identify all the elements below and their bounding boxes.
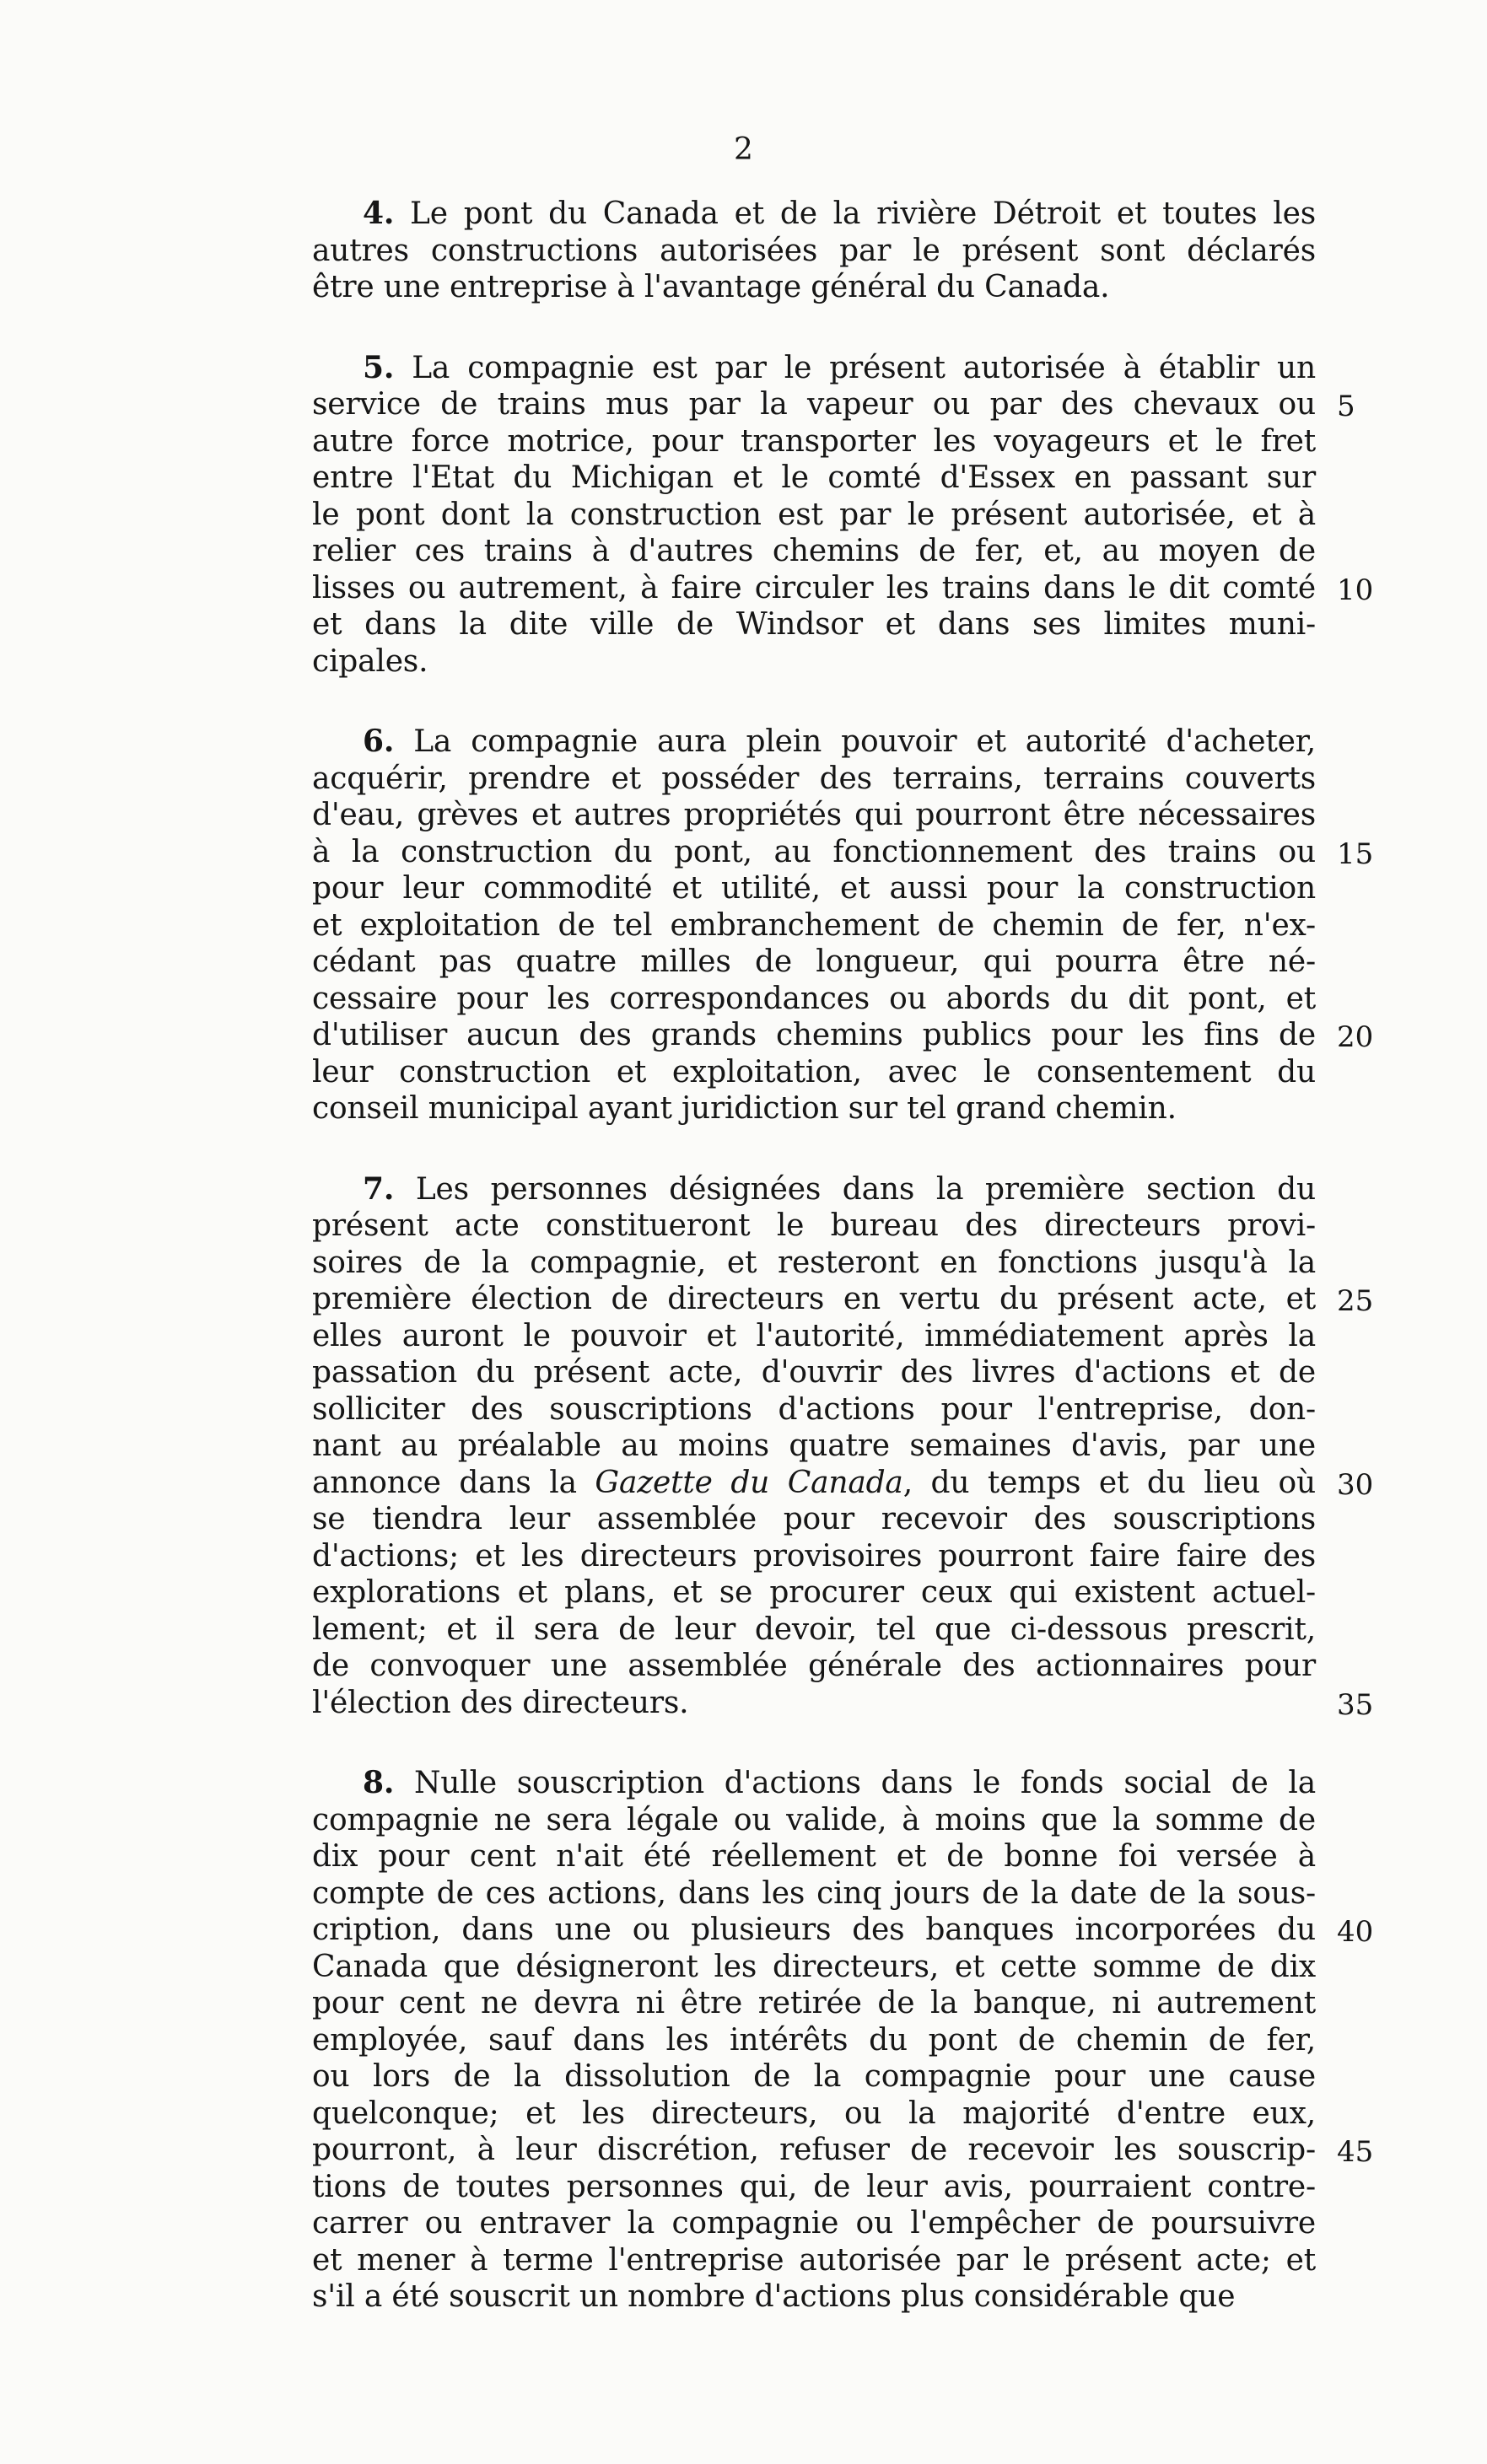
- text-line: [312, 1090, 1316, 1127]
- section-number: 8.: [363, 1765, 395, 1800]
- line-text: l'élection des directeurs.: [312, 1685, 689, 1720]
- line-text: compagnie ne sera légale ou valide, à moins que la somme de: [312, 1802, 1316, 1837]
- text-line: [312, 870, 1316, 907]
- text-line: [312, 1208, 1316, 1245]
- text-line: [312, 570, 1316, 607]
- line-text: le pont dont la construction est par le présent autorisée, et à: [312, 497, 1316, 532]
- line-text: d'actions; et les directeurs provisoires pourront faire faire des: [312, 1538, 1316, 1574]
- line-text: cription, dans une ou plusieurs des banques incorporées du: [312, 1913, 1316, 1947]
- line-text: tions de toutes personnes qui, de leur avis, pourraient contre-: [312, 2169, 1316, 2204]
- line-text: cipales.: [312, 643, 428, 679]
- text-line: [312, 1281, 1316, 1318]
- text-line: [312, 1354, 1316, 1391]
- line-text: lement; et il sera de leur devoir, tel que ci-dessous prescrit,: [312, 1611, 1316, 1647]
- text-line: [312, 907, 1316, 944]
- line-text: annonce dans la Gazette du Canada, du temps et du lieu où: [312, 1465, 1316, 1500]
- margin-line-number: 45: [1337, 2135, 1374, 2169]
- line-text: première élection de directeurs en vertu du présent acte, et: [312, 1282, 1316, 1316]
- text-line: [312, 1054, 1316, 1091]
- margin-line-number: 20: [1337, 1020, 1374, 1054]
- line-text: carrer ou entraver la compagnie ou l'empêcher de poursuivre: [312, 2206, 1316, 2241]
- line-text: autre force motrice, pour transporter les voyageurs et le fret: [312, 423, 1316, 459]
- line-text: se tiendra leur assemblée pour recevoir des souscriptions: [312, 1502, 1316, 1536]
- text-line: [312, 497, 1316, 534]
- text-line: [312, 1574, 1316, 1611]
- text-line: [312, 1802, 1316, 1839]
- text-line: [312, 724, 1316, 761]
- text-line: [312, 797, 1316, 834]
- text-line: [312, 2205, 1316, 2242]
- line-text: Le pont du Canada et de la rivière Détroit et toutes les: [410, 196, 1316, 231]
- line-text: passation du présent acte, d'ouvrir des livres d'actions et de: [312, 1355, 1316, 1390]
- text-line: [312, 1017, 1316, 1054]
- line-text: nant au préalable au moins quatre semaines d'avis, par une: [312, 1428, 1316, 1463]
- section-8: [312, 1765, 1316, 2316]
- line-text: entre l'Etat du Michigan et le comté d'Essex en passant sur: [312, 460, 1316, 495]
- line-text: lisses ou autrement, à faire circuler les trains dans le dit comté: [312, 570, 1316, 605]
- text-line: [312, 1985, 1316, 2022]
- section-gap: [312, 1721, 1316, 1765]
- line-text: et exploitation de tel embranchement de chemin de fer, n'ex-: [312, 907, 1316, 943]
- text-line: [312, 196, 1316, 233]
- line-text: relier ces trains à d'autres chemins de fer, et, au moyen de: [312, 534, 1316, 568]
- text-line: [312, 423, 1316, 460]
- section-6: [312, 724, 1316, 1127]
- line-text: Canada que désigneront les directeurs, et cette somme de dix: [312, 1949, 1316, 1984]
- margin-line-number: 25: [1337, 1284, 1374, 1318]
- line-text: dix pour cent n'ait été réellement et de bonne foi versée à: [312, 1839, 1316, 1874]
- margin-line-number: 30: [1337, 1468, 1374, 1502]
- text-line: [312, 1538, 1316, 1575]
- text-line: [312, 1949, 1316, 1986]
- text-line: [312, 1685, 1316, 1722]
- page-number: 2: [734, 132, 753, 167]
- text-line: [312, 1501, 1316, 1538]
- line-text: de convoquer une assemblée générale des actionnaires pour: [312, 1649, 1316, 1683]
- line-text: compte de ces actions, dans les cinq jours de la date de la sous-: [312, 1875, 1316, 1911]
- line-text: quelconque; et les directeurs, ou la majorité d'entre eux,: [312, 2095, 1316, 2131]
- text-line: [312, 386, 1316, 423]
- text-line: [312, 606, 1316, 643]
- text-line: [312, 761, 1316, 798]
- margin-line-number: 35: [1337, 1688, 1374, 1722]
- section-gap: [312, 1127, 1316, 1171]
- margin-line-number: 10: [1337, 573, 1374, 607]
- italic-title: Gazette du Canada: [595, 1465, 903, 1500]
- text-line: [312, 944, 1316, 981]
- line-text: solliciter des souscriptions d'actions pour l'entreprise, don-: [312, 1391, 1316, 1427]
- line-text: conseil municipal ayant juridiction sur tel grand chemin.: [312, 1091, 1177, 1126]
- text-line: [312, 1838, 1316, 1875]
- line-text: être une entreprise à l'avantage général du Canada.: [312, 270, 1110, 304]
- line-text: La compagnie est par le présent autorisée à établir un: [412, 350, 1316, 385]
- text-line: [312, 1428, 1316, 1465]
- line-text: La compagnie aura plein pouvoir et autorité d'acheter,: [413, 724, 1316, 759]
- section-number: 6.: [363, 724, 395, 759]
- line-text: et dans la dite ville de Windsor et dans ses limites muni-: [312, 607, 1316, 642]
- line-text: Nulle souscription d'actions dans le fonds social de la: [413, 1766, 1317, 1800]
- text-line: [312, 643, 1316, 681]
- text-line: [312, 460, 1316, 497]
- line-text: à la construction du pont, au fonctionnement des trains ou: [312, 834, 1316, 869]
- line-text: cédant pas quatre milles de longueur, qui pourra être né-: [312, 944, 1316, 979]
- section-gap: [312, 680, 1316, 724]
- line-text: employée, sauf dans les intérêts du pont de chemin de fer,: [312, 2022, 1316, 2058]
- line-text: pour cent ne devra ni être retirée de la banque, ni autrement: [312, 1986, 1316, 2020]
- section-7: [312, 1171, 1316, 1722]
- line-text: leur construction et exploitation, avec le consentement du: [312, 1054, 1316, 1089]
- margin-line-number: 15: [1337, 837, 1374, 871]
- text-line: [312, 2095, 1316, 2133]
- line-text: acquérir, prendre et posséder des terrains, terrains couverts: [312, 761, 1316, 796]
- text-line: [312, 834, 1316, 871]
- section-5: [312, 350, 1316, 681]
- margin-line-number: 5: [1337, 390, 1355, 423]
- text-line: [312, 981, 1316, 1018]
- text-line: [312, 2132, 1316, 2169]
- line-text: pour leur commodité et utilité, et aussi pour la construction: [312, 871, 1316, 906]
- line-text: pourront, à leur discrétion, refuser de recevoir les souscrip-: [312, 2133, 1316, 2167]
- line-text: cessaire pour les correspondances ou abords du dit pont, et: [312, 981, 1316, 1016]
- text-line: [312, 2278, 1316, 2316]
- text-line: [312, 1648, 1316, 1685]
- line-text: ou lors de la dissolution de la compagnie pour une cause: [312, 2059, 1316, 2094]
- section-number: 5.: [363, 349, 395, 385]
- text-line: [312, 1765, 1316, 1802]
- line-text: service de trains mus par la vapeur ou par des chevaux ou: [312, 387, 1316, 422]
- text-line: [312, 2022, 1316, 2059]
- line-text: explorations et plans, et se procurer ceux qui existent actuel-: [312, 1575, 1316, 1610]
- text-line: [312, 1465, 1316, 1502]
- text-line: [312, 233, 1316, 270]
- section-gap: [312, 306, 1316, 350]
- line-text: et mener à terme l'entreprise autorisée par le présent acte; et: [312, 2242, 1316, 2278]
- text-line: [312, 1875, 1316, 1913]
- text-line: [312, 1391, 1316, 1428]
- line-text: s'il a été souscrit un nombre d'actions plus considérable que: [312, 2279, 1236, 2314]
- line-text: soires de la compagnie, et resteront en fonctions jusqu'à la: [312, 1245, 1316, 1280]
- line-text: d'utiliser aucun des grands chemins publics pour les fins de: [312, 1018, 1316, 1052]
- section-4: [312, 196, 1316, 306]
- text-line: [312, 350, 1316, 387]
- section-number: 7.: [363, 1170, 395, 1207]
- line-text: Les personnes désignées dans la première section du: [415, 1171, 1316, 1207]
- text-line: [312, 2169, 1316, 2206]
- section-number: 4.: [363, 196, 395, 231]
- text-line: [312, 2242, 1316, 2279]
- text-line: [312, 1611, 1316, 1649]
- line-text: elles auront le pouvoir et l'autorité, immédiatement après la: [312, 1318, 1316, 1353]
- line-text: présent acte constitueront le bureau des directeurs provi-: [312, 1208, 1316, 1243]
- text-line: [312, 533, 1316, 570]
- text-line: [312, 269, 1316, 306]
- text-line: [312, 1318, 1316, 1355]
- text-column: [312, 196, 1316, 2316]
- text-line: [312, 1912, 1316, 1949]
- line-text: autres constructions autorisées par le présent sont déclarés: [312, 233, 1316, 268]
- margin-line-number: 40: [1337, 1915, 1374, 1949]
- text-line: [312, 1171, 1316, 1208]
- text-line: [312, 2058, 1316, 2095]
- line-text: d'eau, grèves et autres propriétés qui pourront être nécessaires: [312, 798, 1316, 832]
- text-line: [312, 1245, 1316, 1282]
